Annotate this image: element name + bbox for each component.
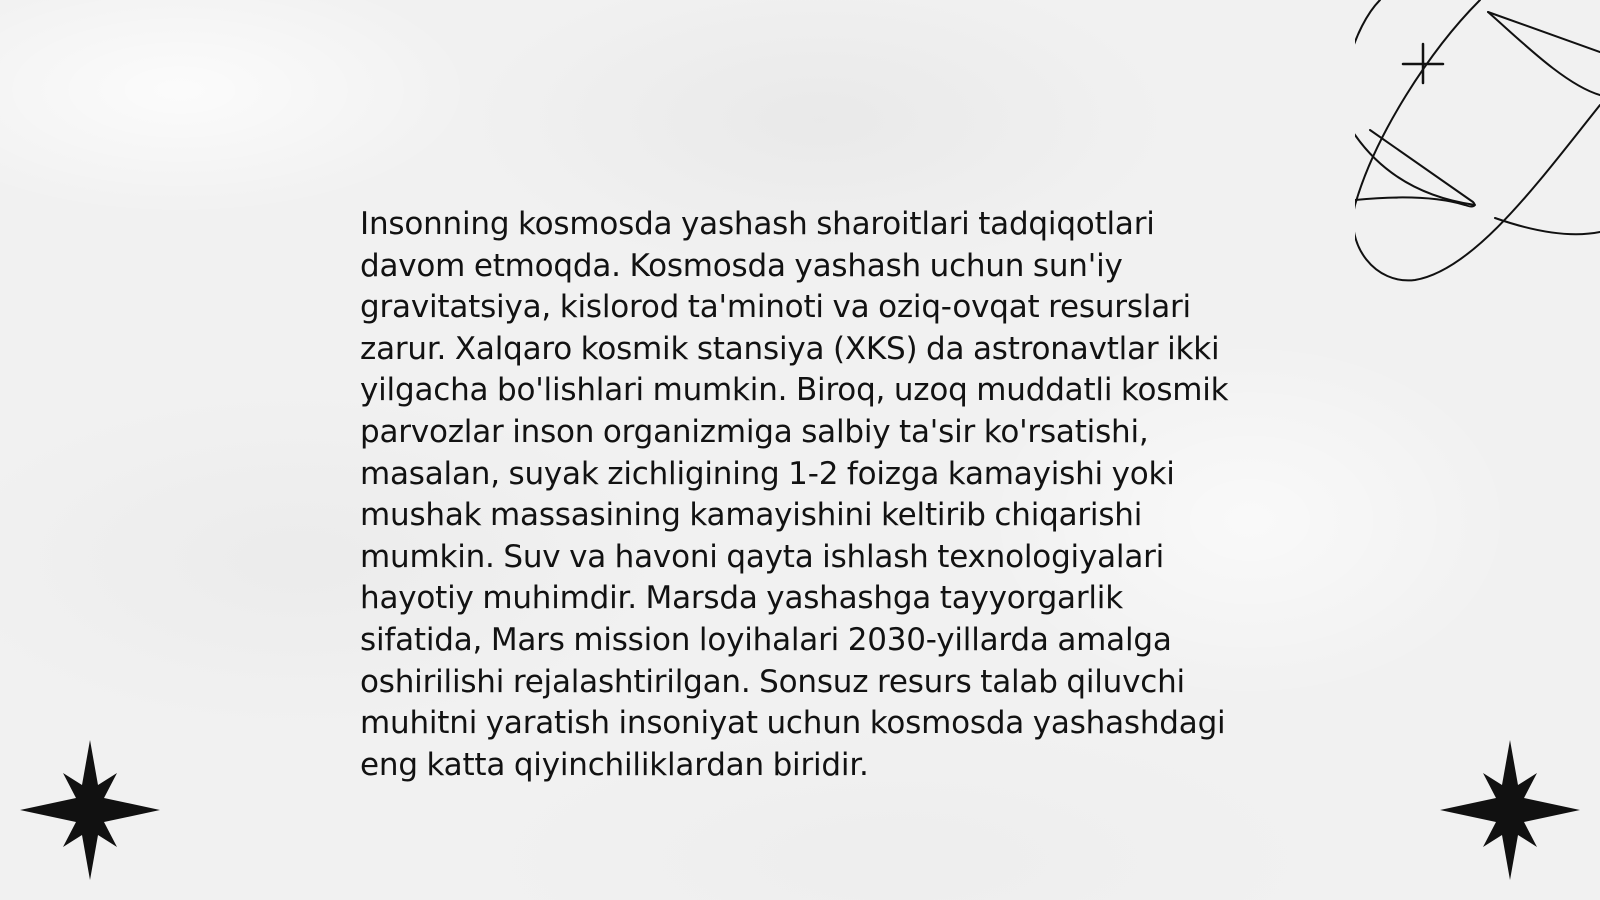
four-point-star-icon bbox=[20, 740, 160, 880]
body-paragraph: Insonning kosmosda yashash sharoitlari tadqiqotlari davom etmoqda. Kosmosda yashash uchun sun'iy gravitatsiya, kislorod ta'minoti va oziq-ovqat resurslari zarur. Xalqaro kosmik stansiya (XKS) da astronavtlar ikki yilgacha bo'lishlari mumkin. Biroq, uzoq muddatli kosmik parvozlar inson organizmiga salbiy ta'sir ko'rsatishi, masalan, suyak zichligining 1-2 foizga kamayishi yoki mushak massasining kamayishini keltirib chiqarishi mumkin. Suv va havoni qayta ishlash texnologiyalari hayotiy muhimdir. Marsda yashashga tayyorgarlik sifatida, Mars mission loyihalari 2030-yillarda amalga oshirilishi rejalashtirilgan. Sonsuz resurs talab qiluvchi muhitni yaratish insoniyat uchun kosmosda yashashdagi eng katta qiyinchiliklardan biridir. bbox=[360, 206, 1229, 783]
orbit-sparkle-icon bbox=[1355, 0, 1600, 290]
four-point-star-icon bbox=[1440, 740, 1580, 880]
